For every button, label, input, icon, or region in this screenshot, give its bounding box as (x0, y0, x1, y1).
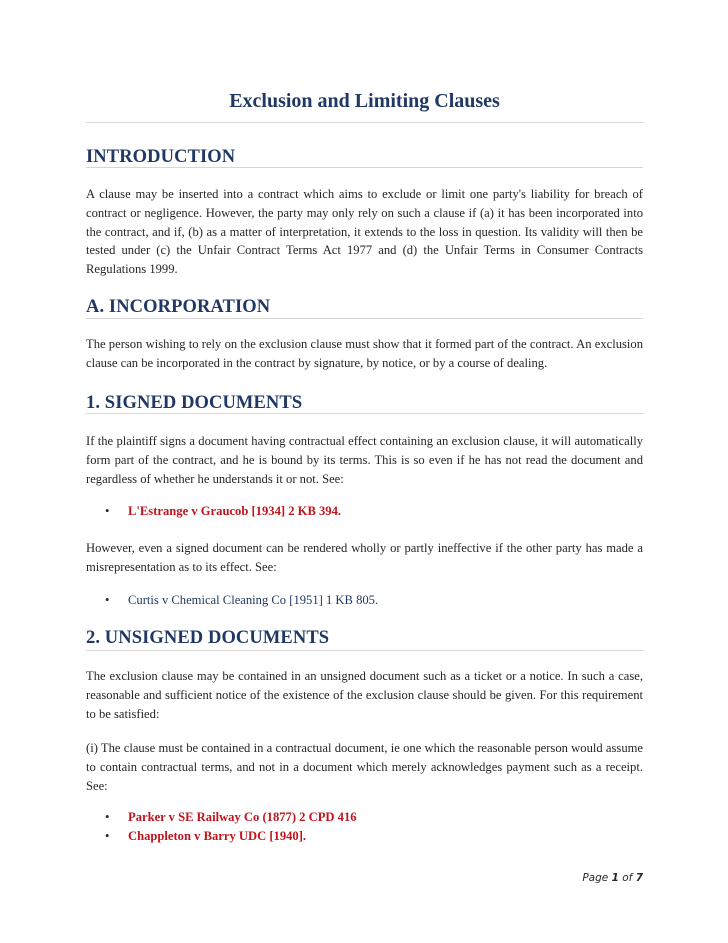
title-divider (86, 122, 643, 123)
signed-paragraph-2: However, even a signed document can be rendered wholly or partly ineffective if the other party has made a misrepresentation as to its effect. See: (86, 541, 643, 574)
bullet-icon: • (105, 810, 110, 824)
bullet-icon: • (105, 593, 110, 607)
case-citation: Parker v SE Railway Co (1877) 2 CPD 416 (128, 810, 357, 824)
heading-incorporation: A. INCORPORATION (86, 297, 271, 317)
unsigned-paragraph-2: (i) The clause must be contained in a contractual document, ie one which the reasonable person would assume to contain contractual terms, and not in a document which merely acknowledges payment such as a receipt. See: (86, 741, 643, 793)
list-item (86, 808, 643, 827)
incorporation-paragraph: The person wishing to rely on the exclusion clause must show that it formed part of the contract. An exclusion clause can be incorporated in the contract by signature, by notice, or by a course of dealing. (86, 337, 643, 370)
heading-divider (86, 413, 643, 414)
of-label: of (622, 872, 633, 884)
list-item (86, 827, 643, 846)
page-footer (582, 872, 643, 884)
bullet-icon: • (105, 504, 110, 518)
signed-paragraph-1: If the plaintiff signs a document having contractual effect containing an exclusion clause, it will automatically form part of the contract, and he is bound by its terms. This is so even if he has not read the document and regardless of whether he understands it or not. See: (86, 434, 643, 486)
heading-signed-documents: 1. SIGNED DOCUMENTS (86, 393, 303, 413)
heading-divider (86, 167, 643, 168)
page-number: 1 (611, 872, 619, 884)
signed-case-list-2 (86, 591, 643, 610)
page-label: Page (582, 872, 609, 884)
list-item (86, 502, 643, 521)
unsigned-paragraph-1: The exclusion clause may be contained in an unsigned document such as a ticket or a notice. In such a case, reasonable and sufficient notice of the existence of the exclusion clause should be given. For this requirement to be satisfied: (86, 669, 643, 721)
total-pages: 7 (635, 872, 643, 884)
signed-case-list-1 (86, 502, 643, 521)
case-citation: Chappleton v Barry UDC [1940]. (128, 829, 307, 843)
heading-introduction: INTRODUCTION (86, 147, 236, 167)
heading-divider (86, 318, 643, 319)
list-item (86, 591, 643, 610)
introduction-paragraph: A clause may be inserted into a contract which aims to exclude or limit one party's liability for breach of contract or negligence. However, the party may only rely on such a clause if (a) it has been incorporated into the contract, and if, (b) as a matter of interpretation, it extends to the loss in question. Its validity will then be tested under (c) the Unfair Contract Terms Act 1977 and (d) the Unfair Terms in Consumer Contracts Regulations 1999. (86, 187, 643, 277)
heading-unsigned-documents: 2. UNSIGNED DOCUMENTS (86, 628, 330, 648)
case-citation: Curtis v Chemical Cleaning Co [1951] 1 KB 805. (128, 593, 379, 607)
case-citation: L'Estrange v Graucob [1934] 2 KB 394. (128, 504, 342, 518)
unsigned-case-list (86, 808, 643, 846)
document-title: Exclusion and Limiting Clauses (229, 90, 500, 112)
heading-divider (86, 650, 643, 651)
bullet-icon: • (105, 829, 110, 843)
